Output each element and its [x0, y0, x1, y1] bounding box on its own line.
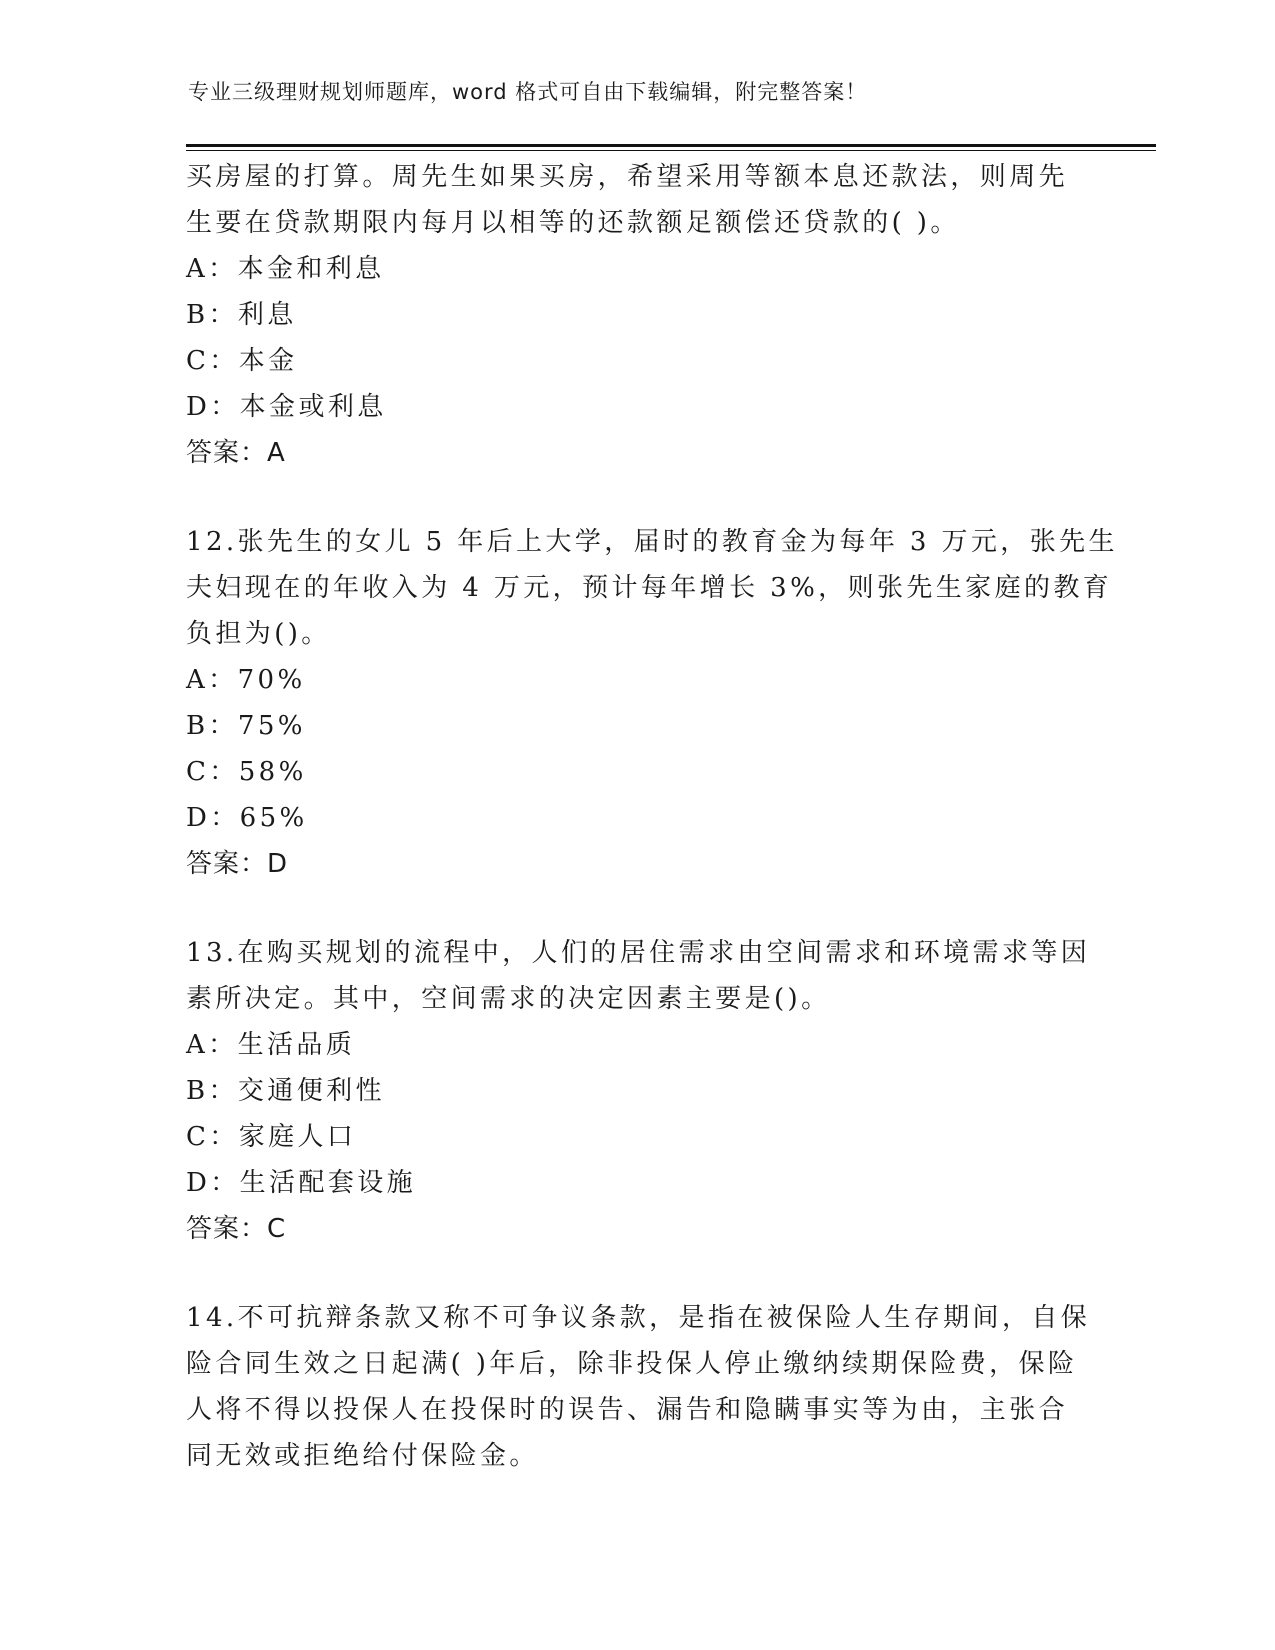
question-stem-line: 13.在购买规划的流程中，人们的居住需求由空间需求和环境需求等因: [186, 938, 1091, 968]
option-d: D：本金或利息: [186, 392, 387, 422]
question-stem-line: 买房屋的打算。周先生如果买房，希望采用等额本息还款法，则周先: [186, 162, 1069, 192]
option-d: D：生活配套设施: [186, 1168, 417, 1198]
page-header-note: 专业三级理财规划师题库，word 格式可自由下载编辑，附完整答案！: [188, 80, 868, 104]
question-stem-line: 同无效或拒绝给付保险金。: [186, 1441, 539, 1471]
option-a: A：本金和利息: [186, 254, 385, 284]
question-block: [186, 154, 1086, 476]
header-divider: [186, 144, 1156, 151]
question-stem-line: 夫妇现在的年收入为 4 万元，预计每年增长 3%，则张先生家庭的教育: [186, 573, 1113, 603]
answer-line: 答案：C: [186, 1214, 287, 1244]
question-stem-line: 险合同生效之日起满( )年后，除非投保人停止缴纳续期保险费，保险: [186, 1349, 1078, 1379]
question-stem-line: 人将不得以投保人在投保时的误告、漏告和隐瞒事实等为由，主张合: [186, 1395, 1069, 1425]
option-a: A：生活品质: [186, 1030, 356, 1060]
option-b: B：利息: [186, 300, 297, 330]
option-b: B：75%: [186, 711, 306, 741]
option-d: D：65%: [186, 803, 308, 833]
question-stem-line: 素所决定。其中，空间需求的决定因素主要是()。: [186, 984, 831, 1014]
option-c: C：本金: [186, 346, 298, 376]
answer-line: 答案：D: [186, 849, 289, 879]
question-block: [186, 519, 1118, 887]
question-block: [186, 930, 1091, 1252]
document-body: [186, 154, 1118, 1479]
question-stem-line: 14.不可抗辩条款又称不可争议条款，是指在被保险人生存期间，自保: [186, 1303, 1091, 1333]
question-block: [186, 1295, 1091, 1479]
option-c: C：58%: [186, 757, 307, 787]
question-stem-line: 负担为()。: [186, 619, 331, 649]
option-c: C：家庭人口: [186, 1122, 357, 1152]
question-stem-line: 12.张先生的女儿 5 年后上大学，届时的教育金为每年 3 万元，张先生: [186, 527, 1118, 557]
question-stem-line: 生要在贷款期限内每月以相等的还款额足额偿还贷款的( )。: [186, 208, 960, 238]
answer-line: 答案：A: [186, 438, 286, 468]
option-b: B：交通便利性: [186, 1076, 385, 1106]
option-a: A：70%: [186, 665, 306, 695]
